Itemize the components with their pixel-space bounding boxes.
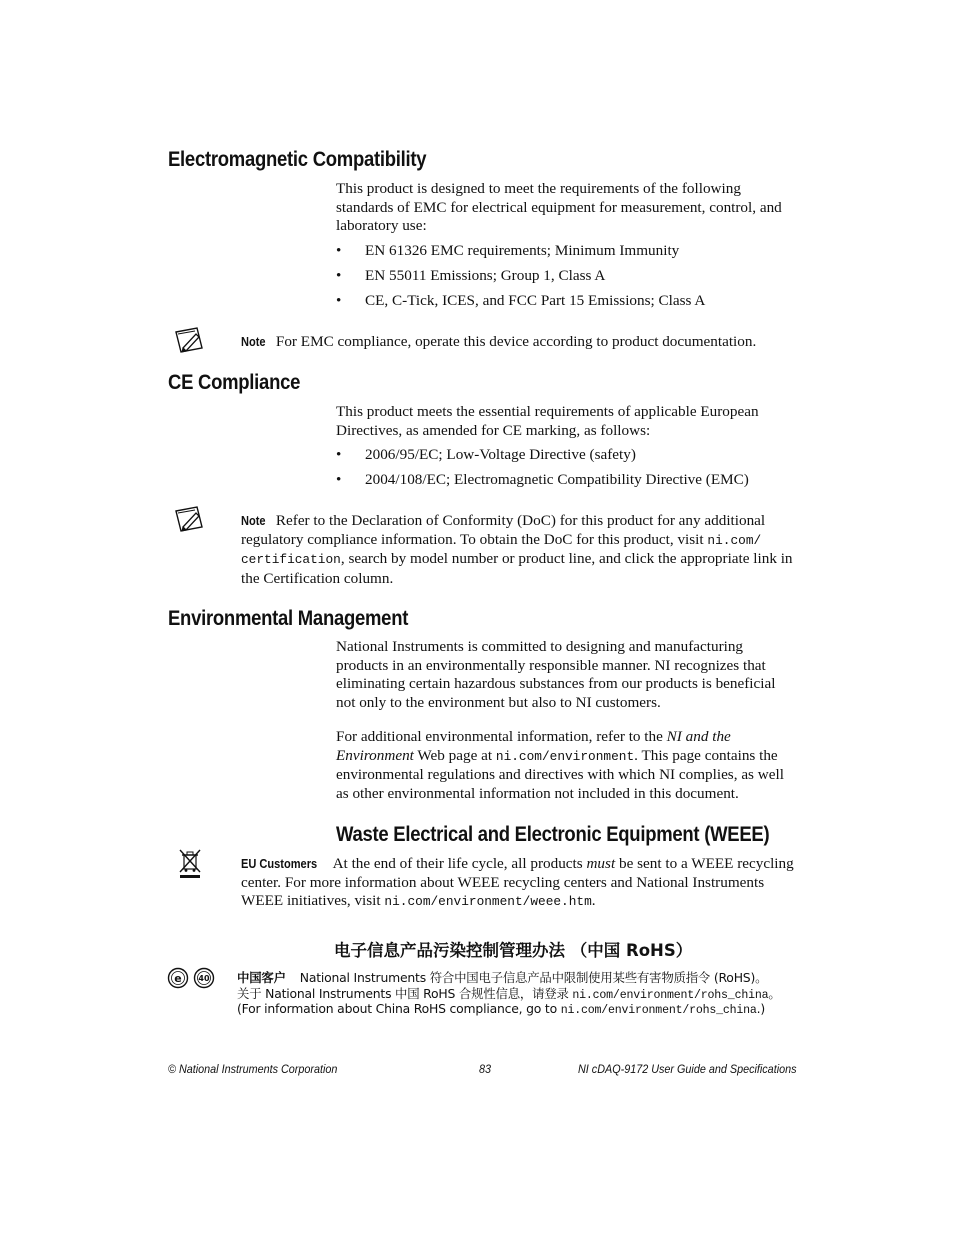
- env-page-title: NI and the Environment: [336, 728, 731, 764]
- china-rohs-line-2: 关于 National Instruments 中国 RoHS 合规性信息，请登录 ni.com/environment/rohs_china。: [237, 986, 781, 1002]
- section-title-weee: Waste Electrical and Electronic Equipment (WEEE): [336, 823, 770, 846]
- section-title-ce: CE Compliance: [168, 371, 301, 394]
- bullet-icon: •: [336, 446, 342, 463]
- certification-link-cont[interactable]: certification: [241, 552, 341, 568]
- emc-note: Note For EMC compliance, operate this device according to product documentation.: [241, 333, 757, 350]
- badge-40: 40: [198, 974, 210, 983]
- ce-note: Note Refer to the Declaration of Conformity (DoC) for this product for any additional regulatory compliance information. To obtain the DoC for this product, visit ni.com/ certification, search by model number or product line, and click the appropriate link in the Certification column.: [241, 512, 793, 587]
- emc-intro: This product is designed to meet the requirements of the following standards of EMC for electrical equipment for measurement, control, and laboratory use:: [336, 180, 782, 235]
- env-para-2: For additional environmental information, refer to the NI and the Environment Web page at ni.com/environment. This page contains the environmental regulations and directives with which NI complies, as well as other environmental information not included in this document.: [336, 728, 784, 802]
- section-title-china-rohs: 电子信息产品污染控制管理办法 （中国 RoHS）: [334, 941, 693, 960]
- note-label: Note: [241, 334, 266, 349]
- weee-link[interactable]: ni.com/environment/weee.htm: [384, 894, 592, 910]
- note-pencil-icon: [173, 326, 205, 354]
- note-pencil-icon: [173, 505, 205, 533]
- china-rohs-line-3: (For information about China RoHS compliance, go to ni.com/environment/rohs_china.): [237, 1001, 766, 1017]
- eu-customers-label: EU Customers: [241, 856, 318, 871]
- environment-link[interactable]: ni.com/environment: [495, 748, 635, 764]
- china-rohs-badges-icon: [167, 967, 217, 989]
- bullet-icon: •: [336, 267, 342, 284]
- badge-e: e: [174, 972, 182, 985]
- china-rohs-line-1: 中国客户 National Instruments 符合中国电子信息产品中限制使用某些有害物质指令 (RoHS)。: [237, 970, 768, 985]
- footer-page-number: 83: [479, 1062, 492, 1076]
- bullet-icon: •: [336, 471, 342, 488]
- bullet-icon: •: [336, 242, 342, 259]
- weee-crossed-bin-icon: [178, 848, 202, 880]
- note-label: Note: [241, 513, 266, 528]
- env-para-1: National Instruments is committed to designing and manufacturing products in an environmentally responsible manner. NI recognizes that eliminating certain hazardous substances from our products is beneficial not only to the environment but also to NI customers.: [336, 638, 776, 711]
- footer-doc-title: NI cDAQ-9172 User Guide and Specifications: [578, 1062, 797, 1076]
- weee-note: EU Customers At the end of their life cycle, all products must be sent to a WEEE recycling center. For more information about WEEE recycling centers and National Instruments WEEE initiatives, visit ni.com/environment/weee.htm.: [241, 855, 794, 910]
- section-title-environment: Environmental Management: [168, 607, 409, 630]
- footer-copyright: © National Instruments Corporation: [168, 1062, 338, 1076]
- bullet-icon: •: [336, 292, 342, 309]
- rohs-china-link[interactable]: ni.com/environment/rohs_china: [572, 989, 769, 1002]
- china-customers-label: 中国客户: [237, 970, 286, 985]
- ce-intro: This product meets the essential requirements of applicable European Directives, as amended for CE marking, as follows:: [336, 403, 759, 439]
- section-title-emc: Electromagnetic Compatibility: [168, 148, 427, 171]
- rohs-china-link-en[interactable]: ni.com/environment/rohs_china: [560, 1004, 757, 1017]
- certification-link[interactable]: ni.com/: [707, 532, 762, 548]
